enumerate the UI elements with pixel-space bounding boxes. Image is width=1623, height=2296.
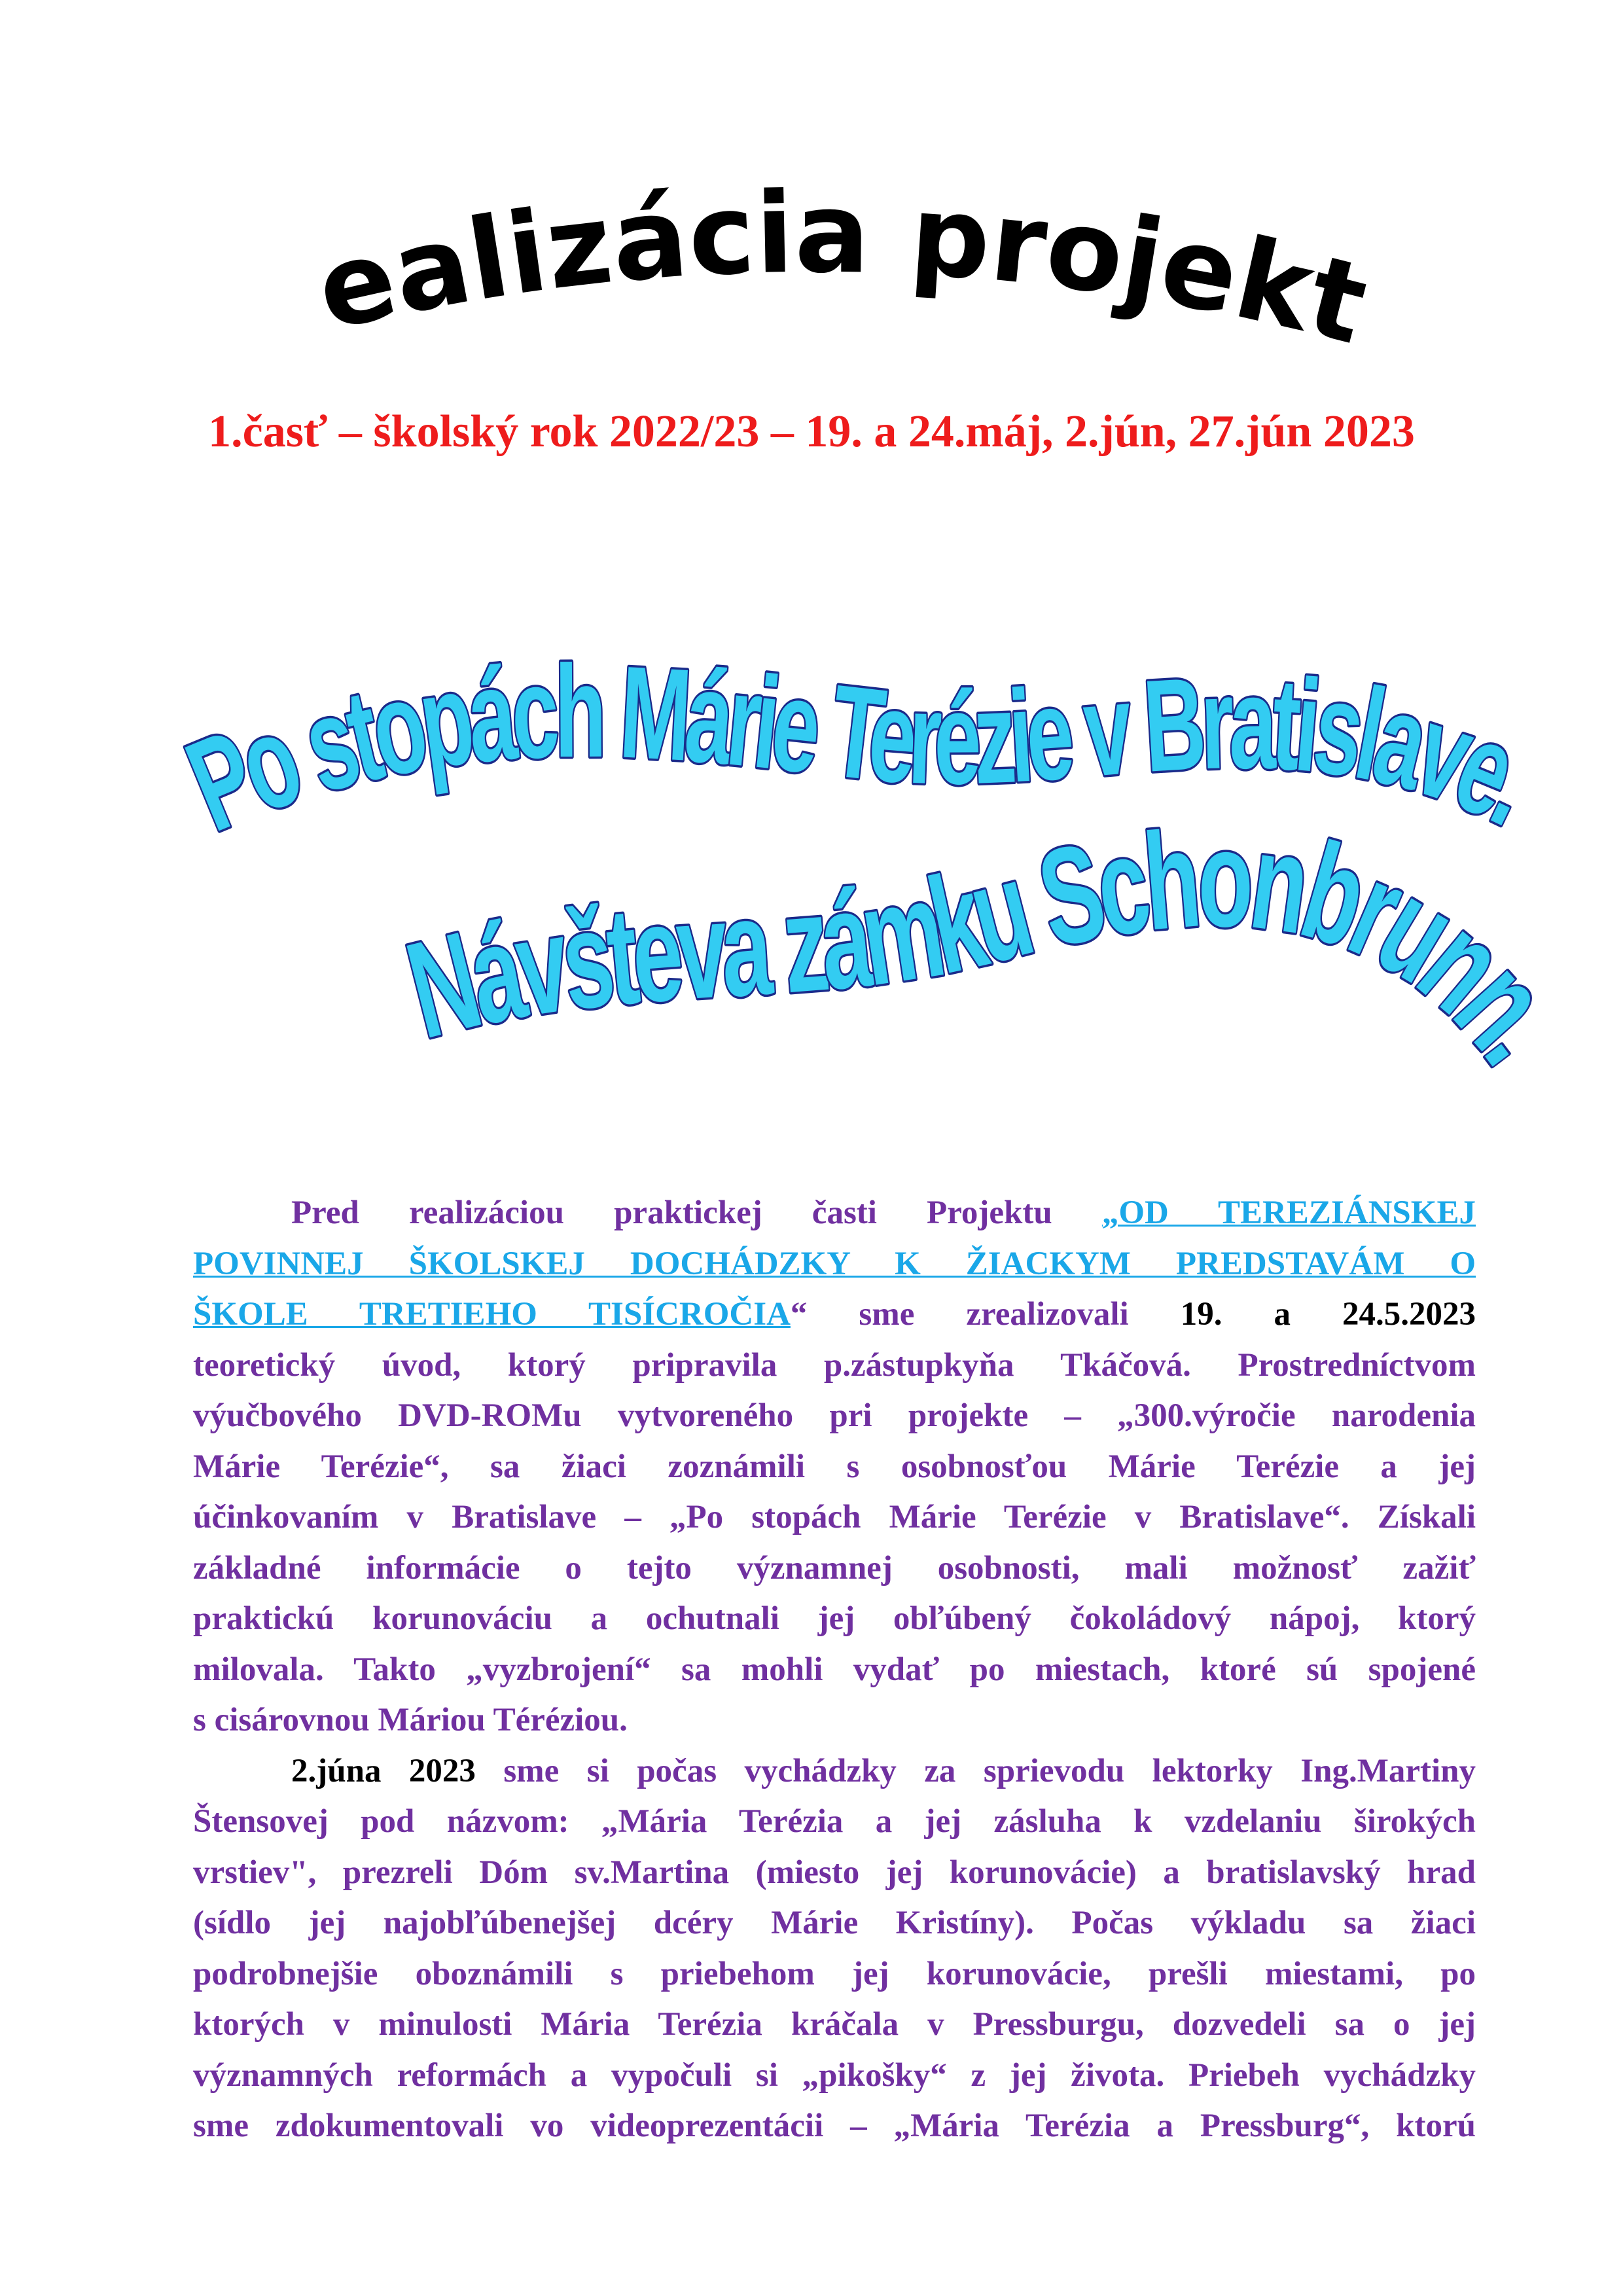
paragraph-1-line: teoretický úvod, ktorý pripravila p.zástupkyňa Tkáčová. Prostredníctvom	[193, 1346, 1476, 1384]
paragraph-2-line-1	[193, 1746, 1476, 1797]
paragraph-2-line: vrstiev", prezreli Dóm sv.Martina (miesto jej korunovácie) a bratislavský hrad	[193, 1854, 1476, 1891]
paragraph-2-line: podrobnejšie oboznámili s priebehom jej korunovácie, prešli miestami, po	[193, 1955, 1476, 1992]
paragraph-2-first-rest: sme si počas vychádzky za sprievodu lektorky Ing.Martiny	[475, 1752, 1476, 1789]
paragraph-1-after-link: “ sme zrealizovali	[790, 1296, 1181, 1333]
paragraph-1-intro: Pred realizáciou praktickej časti Projektu	[291, 1194, 1102, 1231]
paragraph-1-line: účinkovaním v Bratislave – „Po stopách Márie Terézie v Bratislave“. Získali	[193, 1499, 1476, 1535]
title-wordart	[205, 87, 1427, 386]
paragraph-1-line-2	[193, 1239, 1476, 1290]
wave-wordart	[169, 637, 1598, 1132]
paragraph-2-date: 2.júna 2023	[291, 1752, 476, 1789]
project-link-part-1[interactable]: „OD TEREZIÁNSKEJ	[1101, 1194, 1476, 1231]
body-text	[193, 1188, 1476, 2152]
project-link-part-2[interactable]: POVINNEJ ŠKOLSKEJ DOCHÁDZKY K ŽIACKYM PREDSTAVÁM O	[193, 1245, 1476, 1282]
paragraph-2-line: ktorých v minulosti Mária Terézia kráčala v Pressburgu, dozvedeli sa o jej	[193, 2006, 1476, 2043]
project-subtitle: 1.časť – školský rok 2022/23 – 19. a 24.máj, 2.jún, 27.jún 2023	[208, 406, 1415, 457]
project-link-part-3[interactable]: ŠKOLE TRETIEHO TISÍCROČIA	[193, 1296, 791, 1333]
paragraph-1-line: Márie Terézie“, sa žiaci zoznámili s osobnosťou Márie Terézie a jej	[193, 1448, 1476, 1485]
paragraph-2-line: Štensovej pod názvom: „Mária Terézia a jej zásluha k vzdelaniu širokých	[193, 1803, 1476, 1840]
paragraph-1	[193, 1188, 1476, 1746]
paragraph-1-line: praktickú korunováciu a ochutnali jej obľúbený čokoládový nápoj, ktorý	[193, 1600, 1476, 1637]
page-title	[206, 87, 1380, 370]
paragraph-2-line: sme zdokumentovali vo videoprezentácii – „Mária Terézia a Pressburg“, ktorú	[193, 2108, 1476, 2144]
paragraph-1-line-3	[193, 1289, 1476, 1340]
paragraph-1-line: výučbového DVD-ROMu vytvoreného pri projekte – „300.výročie narodenia	[193, 1397, 1476, 1434]
page-title-text: Realizácia projektu	[205, 87, 1380, 370]
paragraph-2-line: (sídlo jej najobľúbenejšej dcéry Márie Kristíny). Počas výkladu sa žiaci	[193, 1905, 1476, 1941]
wordart-line-2	[393, 799, 1598, 1093]
wordart-line-1-text: Po stopách Márie Terézie v Bratislave.	[169, 637, 1561, 859]
paragraph-2	[193, 1746, 1476, 2152]
paragraph-1-line: s cisárovnou Máriou Téréziou.	[193, 1702, 628, 1738]
paragraph-2-line: významných reformách a vypočuli si „pikošky“ z jej života. Priebeh vychádzky	[193, 2056, 1476, 2094]
paragraph-1-line-1	[193, 1188, 1476, 1239]
paragraph-1-line: základné informácie o tejto významnej osobnosti, mali možnosť zažiť	[193, 1549, 1476, 1587]
project-link[interactable]	[1102, 1194, 1476, 1231]
paragraph-1-dates: 19. a 24.5.2023	[1180, 1296, 1476, 1333]
wordart-line-2-text: Návšteva zámku Schonbrunn.	[393, 799, 1598, 1093]
paragraph-1-line: milovala. Takto „vyzbrojení“ sa mohli vydať po miestach, ktoré sú spojené	[193, 1651, 1476, 1688]
